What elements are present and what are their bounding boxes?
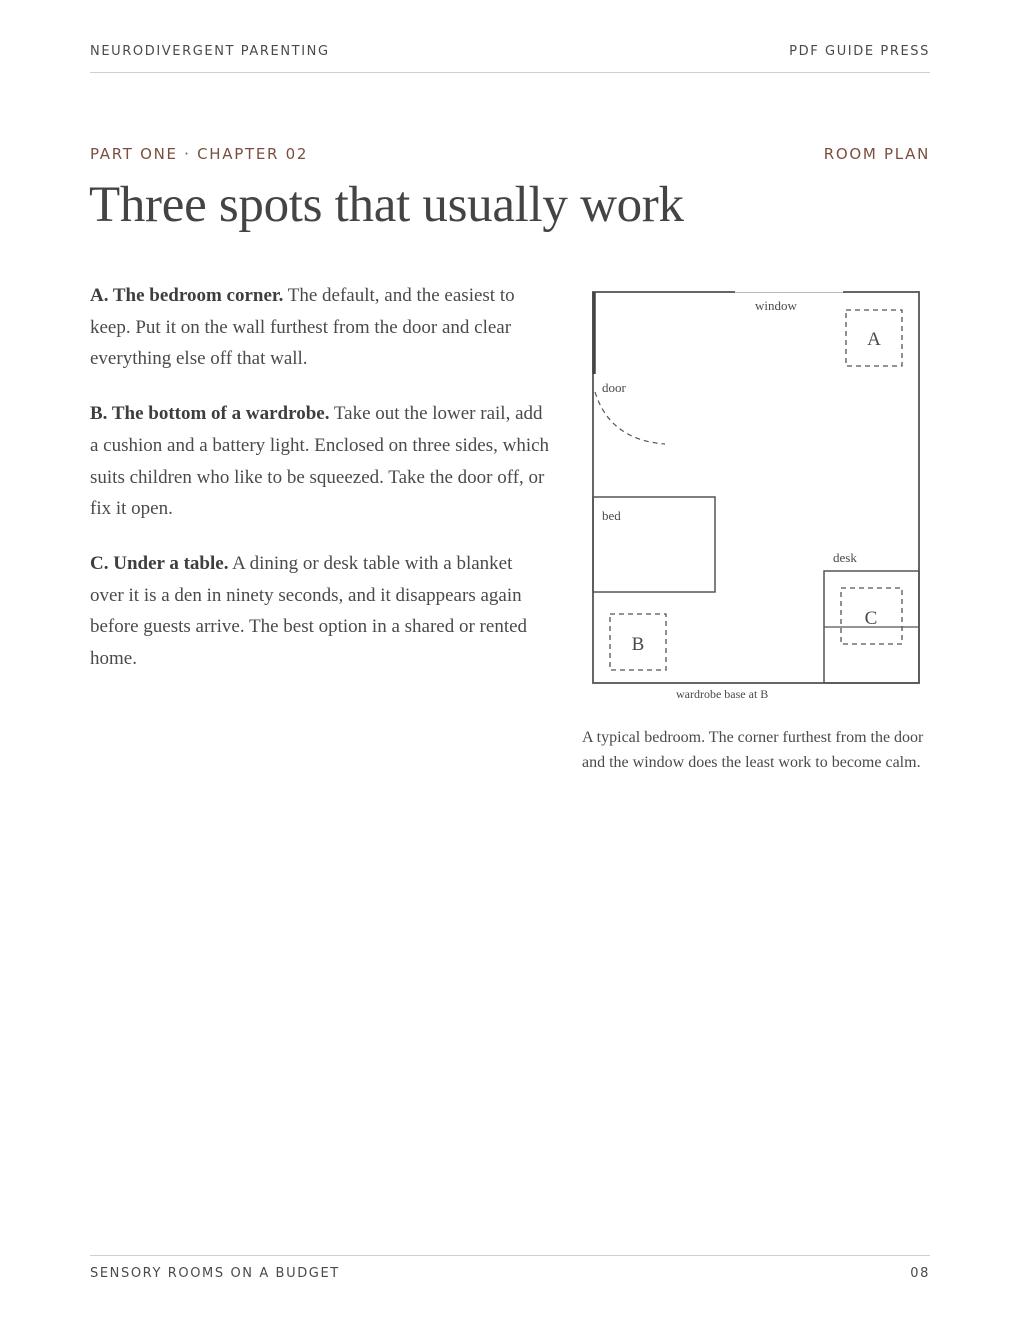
publisher-name: PDF GUIDE PRESS (789, 44, 930, 59)
window-label: window (755, 298, 797, 313)
section-a-lead: A. The bedroom corner. (90, 285, 284, 306)
section-a (90, 280, 550, 375)
section-b-text: Take out the lower rail, add a cushion and a battery light. Enclosed on three sides, which suits children who like to be squeezed. Take the door off, or fix it open. (90, 403, 550, 520)
series-name: NEURODIVERGENT PARENTING (90, 44, 330, 59)
section-label: ROOM PLAN (823, 145, 930, 163)
spot-b-label: B (631, 634, 645, 655)
running-footer (90, 1255, 930, 1281)
running-header (90, 44, 930, 73)
body-text (90, 280, 550, 698)
book-title: SENSORY ROOMS ON A BUDGET (90, 1266, 340, 1281)
chapter-label: PART ONE · CHAPTER 02 (90, 145, 309, 163)
door-label: door (602, 380, 626, 395)
diagram-caption: A typical bedroom. The corner furthest from the door and the window does the least work to become calm. (582, 729, 924, 771)
chapter-kicker (90, 145, 930, 163)
spot-a-label: A (867, 329, 881, 350)
section-b (90, 398, 550, 525)
section-a-text: The default, and the easiest to keep. Put it on the wall furthest from the door and clear everything else off that wall. (90, 285, 515, 370)
section-c-lead: C. Under a table. (90, 552, 229, 574)
spot-c-label: C (864, 608, 878, 629)
door-swing (595, 392, 665, 444)
section-c-text: A dining or desk table with a blanket over it is a den in ninety seconds, and it disappears again before guests arrive. The best option in a shared or rented home. (90, 552, 528, 670)
wardrobe-label: wardrobe base at B (676, 687, 769, 701)
section-c (90, 548, 550, 675)
section-b-lead: B. The bottom of a wardrobe. (90, 403, 330, 425)
room-plan-diagram (580, 280, 930, 710)
desk-label: desk (833, 550, 857, 565)
bed-label: bed (602, 508, 621, 523)
page-number: 08 (910, 1266, 930, 1281)
page-title: Three spots that usually work (89, 177, 684, 233)
